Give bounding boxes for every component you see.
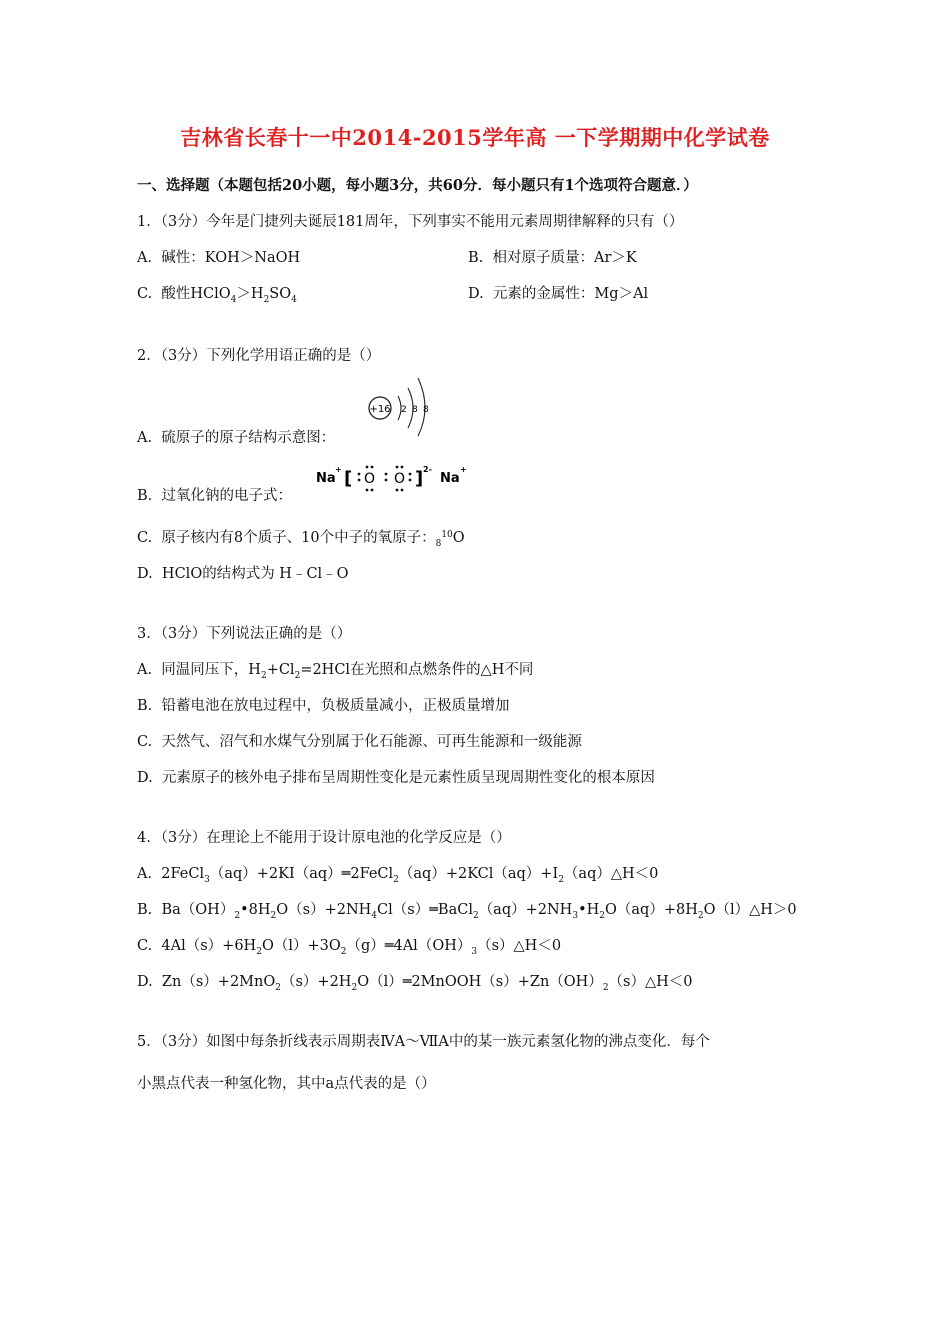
question-1-option-a: A. 碱性：KOH＞NaOH: [137, 250, 301, 266]
question-4-option-a: A. $2FeCl_3(aq)+2KI(aq)═2FeCl_2(aq)+2KCl(aq)+I_2(aq)\triangle H<0$: [137, 866, 659, 885]
oxygen-2: O: [394, 471, 406, 487]
oxygen-1: O: [364, 471, 376, 487]
question-1-option-b: B. 相对原子质量：Ar＞K: [468, 250, 637, 266]
question-4-stem: 4．（3分）在理论上不能用于设计原电池的化学反应是（）: [137, 830, 511, 846]
section-heading: 一、选择题（本题包括20小题，每小题3分，共60分．每小题只有1个选项符合题意．）: [137, 177, 698, 194]
sodium-right: Na: [440, 471, 460, 486]
question-2-option-a: A. 硫原子的原子结构示意图：: [137, 430, 336, 446]
question-4-option-d: D. $Zn(s)+2MnO_2(s)+2H_2O(l)═2MnOOH(s)+Zn(OH)_2(s)\triangle H<0$: [137, 974, 693, 993]
question-2-option-d: D. HClO的结构式为 H﹣Cl﹣O: [137, 566, 349, 582]
question-3-stem: 3．（3分）下列说法正确的是（）: [137, 626, 352, 642]
shell-electrons-2: 8: [412, 405, 418, 415]
question-1-option-d: D. 元素的金属性：Mg＞Al: [468, 286, 649, 302]
question-5-stem-line-2: 小黑点代表一种氢化物，其中a点代表的是（）: [137, 1076, 436, 1092]
question-3-option-c: C. 天然气、沼气和水煤气分别属于化石能源、可再生能源和一级能源: [137, 734, 582, 750]
bracket-right-icon: ]: [415, 468, 424, 489]
question-1-option-c: C. 酸性$HClO_4>H_2SO_4$: [137, 286, 297, 305]
sodium-peroxide-electron-formula: [314, 460, 480, 494]
question-5-stem-line-1: 5．（3分）如图中每条折线表示周期表ⅣA～ⅦA中的某一族元素氢化物的沸点变化．每个: [137, 1034, 710, 1050]
sodium-left-charge: +: [335, 465, 342, 474]
bracket-left-icon: [: [344, 468, 353, 489]
page-title: 吉林省长春十一中2014-2015学年高 一下学期期中化学试卷: [180, 125, 770, 150]
sodium-left: Na: [316, 471, 336, 486]
question-2-option-c: C. 原子核内有8个质子、10个中子的氧原子：$_8^{10}$O: [137, 530, 465, 549]
question-3-option-a: A. 同温同压下，$H_2+Cl_2=2HCl$在光照和点燃条件的△H不同: [137, 662, 534, 681]
sulfur-atom-structure-diagram: [362, 374, 442, 440]
sodium-right-charge: +: [460, 465, 467, 474]
peroxide-charge: 2-: [423, 465, 432, 474]
question-3-option-b: B. 铅蓄电池在放电过程中，负极质量减小，正极质量增加: [137, 698, 510, 714]
question-4-option-c: C. $4Al(s)+6H_2O(l)+3O_2(g)═4Al(OH)_3(s)\triangle H<0$: [137, 938, 562, 957]
question-4-option-b: B. $Ba(OH)_2•8H_2O(s)+2NH_4Cl(s)═BaCl_2(aq)+2NH_3•H_2O(aq)+8H_2O(l)\triangle H>0$: [137, 902, 797, 921]
question-3-option-d: D. 元素原子的核外电子排布呈周期性变化是元素性质呈现周期性变化的根本原因: [137, 770, 655, 786]
question-1-stem: 1．（3分）今年是门捷列夫诞辰181周年，下列事实不能用元素周期律解释的只有（）: [137, 214, 684, 230]
shell-electrons-1: 2: [401, 405, 407, 415]
question-2-option-b: B. 过氧化钠的电子式：: [137, 488, 292, 504]
shell-electrons-3: 8: [423, 405, 429, 415]
nucleus-charge: +16: [369, 404, 391, 415]
question-2-stem: 2．（3分）下列化学用语正确的是（）: [137, 348, 381, 364]
